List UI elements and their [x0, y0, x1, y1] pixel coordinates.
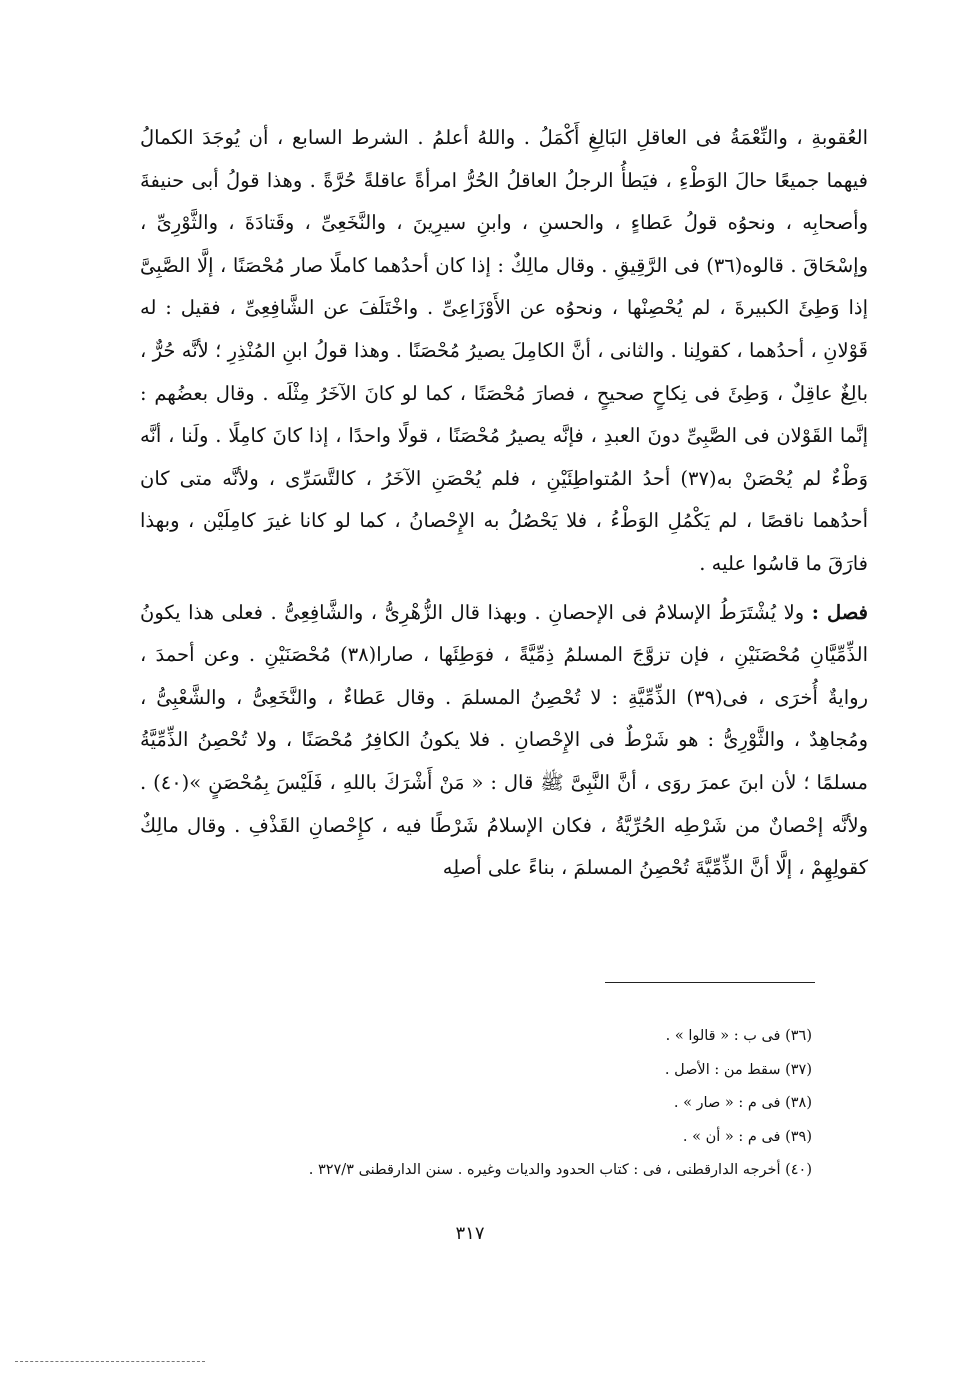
paragraph-1: العُقوبةِ ، والنِّعْمَةُ فى العاقلِ البَالِغِ أَكْمَلُ . واللهُ أعلمُ . الشرط السابع ، أن يُوجَدَ الكمالُ فيهما جميعًا حالَ الوَطْءِ ، فيَطأُ الرجلُ العاقلُ الحُرُّ امرأةً عاقلةً حُرَّةً . وهذا قولُ أبى حنيفةَ وأصحابِه ، ونحوُه قولُ عَطاءٍ ، والحسنِ ، وابنِ سيرِينَ ، والنَّخَعِىِّ ، وقَتادَةَ ، والثَّوْرِىِّ ، وإسْحَاقَ . قالوه(٣٦) فى الرَّقِيقِ . وقال مالِكٌ : إذا كان أحدُهما كاملًا صار مُحْصَنًا ، إلَّا الصَّبِىَّ إذا وَطِئَ الكبيرةَ ، لم يُحْصِنْها ، ونحوُه عن الأَوْزَاعِىِّ . واخْتَلَفَ عن الشَّافِعِىِّ ، فقيل : له قَوْلانِ ، أحدُهما ، كقولِنا . والثانى ، أنَّ الكامِلَ يصيرُ مُحْصَنًا . وهذا قولُ ابنِ المُنْذِرِ ؛ لأنَّه حُرٌّ ، بالِغٌ عاقِلٌ ، وَطِئَ فى نِكاحٍ صحيحٍ ، فصارَ مُحْصَنًا ، كما لو كانَ الآخَرُ مِثْلَه . وقال بعضُهم : إنَّما القَوْلان فى الصَّبِىِّ دونَ العبدِ ، فإنَّه يصيرُ مُحْصَنًا ، قولًا واحدًا ، إذا كانَ كامِلًا . ولَنا ، أنَّه وَطْءٌ لم يُحْصَنْ به(٣٧) أحدُ المُتواطِئَيْنِ ، فلم يُحْصَنِ الآخَرُ ، كالتَّسَرِّى ، ولأنَّه متى كان أحدُهما ناقصًا ، لم يَكْمُلِ الوَطْءُ ، فلا يَحْصُلُ به الإِحْصانُ ، كما لو كانا غيرَ كامِلَيْن ، وبهذا فارَقَ ما قاسُوا عليه . [140, 126, 869, 575]
section-heading-fasl: فصل : [811, 600, 869, 624]
footnote-37: (٣٧) سقط من : الأصل . [664, 1061, 812, 1078]
paragraph-2-text: ولا يُشْتَرَطُ الإسلامُ فى الإحصانِ . وبهذا قال الزُّهْرِىُّ ، والشَّافِعِىُّ . فعلى هذا يكونُ الذِّمِّيَّانِ مُحْصَنَيْنِ ، فإن تزوَّجَ المسلمُ ذِمِّيَّةً ، فوَطِئَها ، صارا(٣٨) مُحْصَنَيْنِ . وعن أحمدَ ، روايةٌ أُخرَى ، فى(٣٩) الذِّمِّيَّةِ : لا تُحْصِنُ المسلمَ . وقال عَطاءٌ ، والنَّخَعِىُّ ، والشَّعْبِىُّ ، ومُجاهِدٌ ، والثَّوْرِىُّ : هو شَرْطٌ فى الإِحْصانِ . فلا يكونُ الكافِرُ مُحْصَنًا ، ولا تُحْصِنُ الذِّمِّيَّةُ مسلمًا ؛ لأن ابنَ عمرَ روَى ، أنَّ النَّبِىَّ ﷺ قال : « مَنْ أَشْرَكَ باللهِ ، فَلَيْسَ بِمُحْصَنٍ »(٤٠) . ولأنَّه إحْصانٌ من شَرْطِه الحُرِّيَّةُ ، فكان الإسلامُ شَرْطًا فيه ، كإِحْصانِ القَذْفِ . وقال مالِكٌ كقولِهِمْ ، إلَّا أنَّ الذِّمِّيَّةَ تُحْصِنُ المسلمَ ، بناءً على أصلِه [140, 600, 868, 880]
footnote-separator [605, 982, 815, 983]
scan-edge-line [15, 1361, 205, 1362]
footnotes [230, 1020, 812, 1188]
footnote-38: (٣٨) فى م : « صار » . [673, 1095, 812, 1111]
footnote-40: (٤٠) أخرجه الدارقطنى ، فى : كتاب الحدود والديات وغيره . سنن الدارقطنى ٣٢٧/٣ . [308, 1162, 812, 1178]
page-number: ٣١٧ [455, 1223, 485, 1244]
footnote-39: (٣٩) فى م : « أن » . [682, 1128, 812, 1145]
paragraph-2 [140, 592, 868, 890]
footnote-36: (٣٦) فى ب : « قالوا » . [665, 1028, 812, 1044]
main-text [140, 117, 868, 890]
